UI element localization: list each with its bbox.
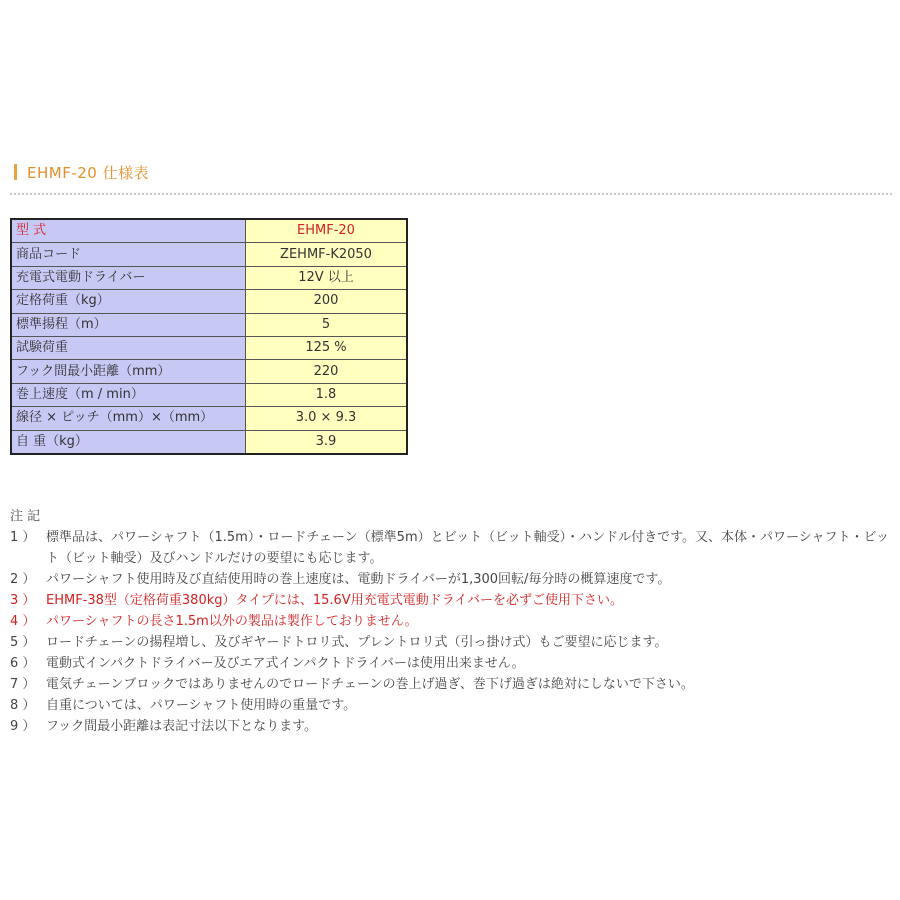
row-label-cell: 定格荷重（kg） — [11, 290, 246, 313]
note-text: 標準品は、パワーシャフト（1.5m）・ロードチェーン（標準5m）とビット（ビット軸受）・ハンドル付きです。又、本体・パワーシャフト・ビット（ビット軸受）及びハンドルだけの要望にも応じます。 — [46, 530, 889, 566]
notes-title: 注 記 — [10, 509, 41, 524]
note-item — [10, 632, 892, 653]
note-item — [10, 674, 892, 695]
note-text: ロードチェーンの揚程増し、及びギヤードトロリ式、プレントロリ式（引っ掛け式）もご要望に応じます。 — [46, 635, 668, 650]
table-row — [11, 430, 407, 454]
row-value-cell: 3.9 — [246, 430, 408, 454]
note-item — [10, 716, 892, 737]
table-row — [11, 407, 407, 430]
note-number: 2 ） — [10, 572, 36, 587]
note-number: 9 ） — [10, 719, 36, 734]
table-row — [11, 336, 407, 359]
note-item — [10, 653, 892, 674]
note-number: 6 ） — [10, 656, 36, 671]
table-header-row — [11, 219, 407, 243]
note-text: 電気チェーンブロックではありませんのでロードチェーンの巻上げ過ぎ、巻下げ過ぎは絶対にしないで下さい。 — [46, 677, 694, 692]
row-label-cell: 自 重（kg） — [11, 430, 246, 454]
table-row — [11, 290, 407, 313]
row-label-cell: 線径 × ピッチ（mm）×（mm） — [11, 407, 246, 430]
row-value-cell: 3.0 × 9.3 — [246, 407, 408, 430]
notes-section — [10, 506, 892, 737]
table-row — [11, 266, 407, 289]
note-item — [10, 695, 892, 716]
note-item — [10, 590, 892, 611]
dotted-divider — [10, 193, 892, 195]
row-label-cell: フック間最小距離（mm） — [11, 360, 246, 383]
table-row — [11, 243, 407, 266]
note-number: 5 ） — [10, 635, 36, 650]
note-number: 4 ） — [10, 614, 36, 629]
note-text: EHMF-38型（定格荷重380kg）タイプには、15.6V用充電式電動ドライバーを必ずご使用下さい。 — [46, 593, 624, 608]
row-label-cell: 充電式電動ドライバー — [11, 266, 246, 289]
table-row — [11, 313, 407, 336]
row-label-cell: 試験荷重 — [11, 336, 246, 359]
row-label-cell: 標準揚程（m） — [11, 313, 246, 336]
heading-accent-bar — [14, 164, 17, 180]
spec-table — [10, 218, 408, 455]
note-text: パワーシャフトの長さ1.5m以外の製品は製作しておりません。 — [46, 614, 418, 629]
page-title: EHMF-20 仕様表 — [27, 163, 150, 182]
note-number: 8 ） — [10, 698, 36, 713]
header-label-cell: 型 式 — [11, 219, 246, 243]
row-value-cell: 5 — [246, 313, 408, 336]
note-text: 自重については、パワーシャフト使用時の重量です。 — [46, 698, 357, 713]
row-label-cell: 巻上速度（m / min） — [11, 383, 246, 406]
row-value-cell: ZEHMF-K2050 — [246, 243, 408, 266]
row-value-cell: 12V 以上 — [246, 266, 408, 289]
note-item — [10, 569, 892, 590]
note-number: 7 ） — [10, 677, 36, 692]
header-value-cell: EHMF-20 — [246, 219, 408, 243]
row-value-cell: 220 — [246, 360, 408, 383]
note-text: パワーシャフト使用時及び直結使用時の巻上速度は、電動ドライバーが1,300回転/毎分時の概算速度です。 — [46, 572, 671, 587]
note-item — [10, 611, 892, 632]
note-item — [10, 527, 892, 569]
note-number: 3 ） — [10, 593, 36, 608]
note-text: 電動式インパクトドライバー及びエア式インパクトドライバーは使用出来ません。 — [46, 656, 525, 671]
row-label-cell: 商品コード — [11, 243, 246, 266]
note-number: 1 ） — [10, 530, 36, 545]
note-text: フック間最小距離は表記寸法以下となります。 — [46, 719, 318, 734]
table-row — [11, 383, 407, 406]
row-value-cell: 125 % — [246, 336, 408, 359]
section-heading — [14, 160, 149, 184]
row-value-cell: 200 — [246, 290, 408, 313]
row-value-cell: 1.8 — [246, 383, 408, 406]
table-row — [11, 360, 407, 383]
